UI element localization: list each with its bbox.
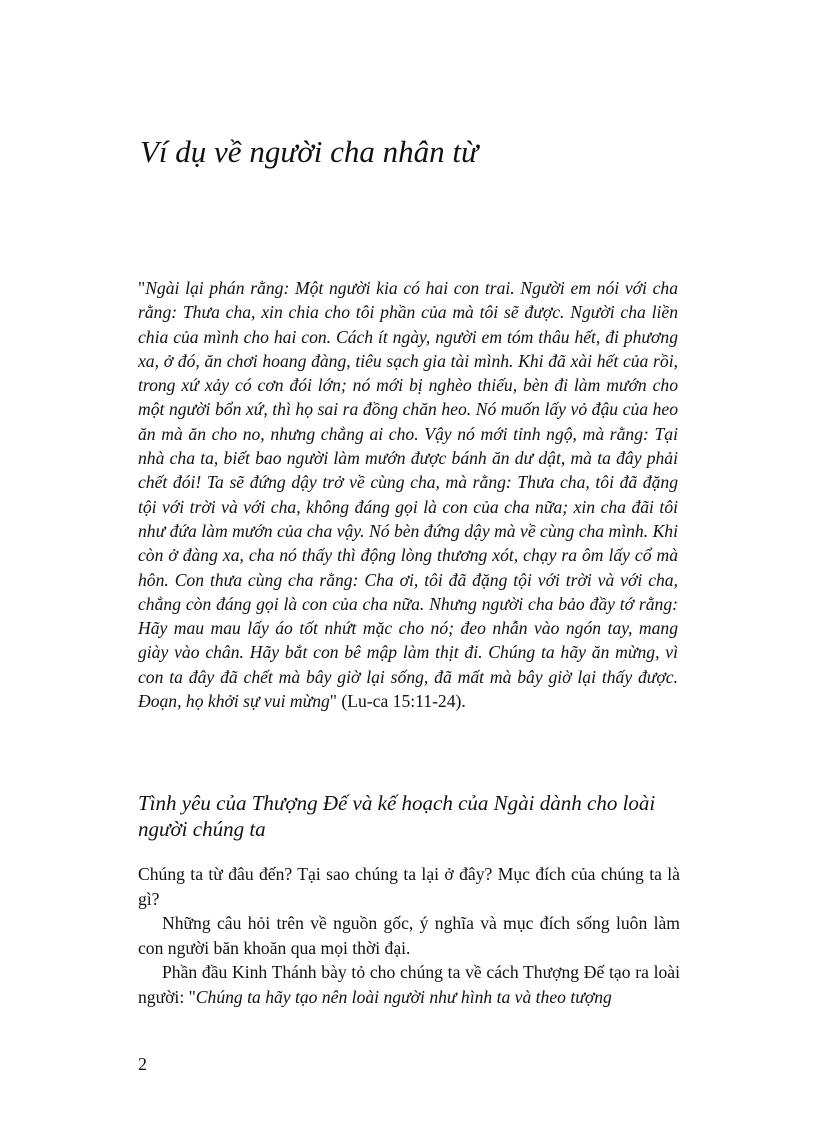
paragraph-genesis-lead: Phần đầu Kinh Thánh bày tỏ cho chúng ta về cách Thượng Đế tạo ra loài người: " xyxy=(138,962,680,1007)
paragraph-genesis xyxy=(138,960,680,1009)
paragraph-origins: Những câu hỏi trên về nguồn gốc, ý nghĩa và mục đích sống luôn làm con người băn khoăn qua mọi thời đại. xyxy=(138,913,680,958)
page-number: 2 xyxy=(138,1054,147,1074)
section-body xyxy=(138,862,680,1009)
scripture-quote xyxy=(138,276,678,713)
paragraph-genesis-quote: Chúng ta hãy tạo nên loài người như hình ta và theo tượng xyxy=(195,986,612,1007)
quote-citation: " (Lu-ca 15:11-24). xyxy=(329,691,466,712)
chapter-title: Ví dụ về người cha nhân từ xyxy=(140,134,478,169)
paragraph-questions: Chúng ta từ đâu đến? Tại sao chúng ta lại ở đây? Mục đích của chúng ta là gì? xyxy=(138,864,680,909)
section-heading: Tình yêu của Thượng Đế và kế hoạch của Ngài dành cho loài người chúng ta xyxy=(138,791,656,841)
quote-text: Ngài lại phán rằng: Một người kia có hai con trai. Người em nói với cha rằng: Thưa cha, xin chia cho tôi phần của mà tôi sẽ được. Người cha liền chia của mình cho hai con. Cách ít ngày, người em tóm thâu hết, đi phương xa, ở đó, ăn chơi hoang đàng, tiêu sạch gia tài mình. Khi đã xài hết của rồi, trong xứ xảy có cơn đói lớn; nó mới bị nghèo thiếu, bèn đi làm mướn cho một người bổn xứ, thì họ sai ra đồng chăn heo. Nó muốn lấy vỏ đậu của heo ăn mà ăn cho no, nhưng chẳng ai cho. Vậy nó mới tỉnh ngộ, mà rằng: Tại nhà cha ta, biết bao người làm mướn được bánh ăn dư dật, mà ta đây phải chết đói! Ta sẽ đứng dậy trở về cùng cha, mà rằng: Thưa cha, tôi đã đặng tội với trời và với cha, không đáng gọi là con của cha nữa; xin cha đãi tôi như đứa làm mướn của cha vậy. Nó bèn đứng dậy mà về cùng cha mình. Khi còn ở đàng xa, cha nó thấy thì động lòng thương xót, chạy ra ôm lấy cổ mà hôn. Con thưa cùng cha rằng: Cha ơi, tôi đã đặng tội với trời và với cha, chẳng còn đáng gọi là con của cha nữa. Nhưng người cha bảo đầy tớ rằng: Hãy mau mau lấy áo tốt nhứt mặc cho nó; đeo nhẫn vào ngón tay, mang giày vào chân. Hãy bắt con bê mập làm thịt đi. Chúng ta hãy ăn mừng, vì con ta đây đã chết mà bây giờ lại sống, đã mất mà bây giờ lại thấy được. Đoạn, họ khởi sự vui mừng xyxy=(138,278,678,712)
quote-open-mark: " xyxy=(138,278,146,298)
